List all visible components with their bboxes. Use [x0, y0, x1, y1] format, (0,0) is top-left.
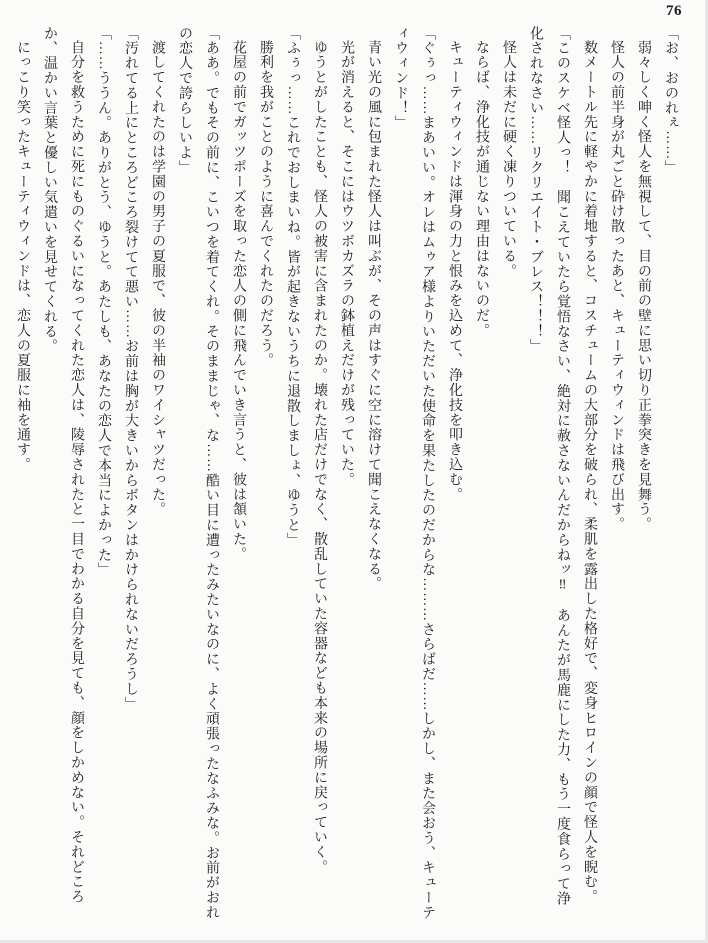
- novel-paragraph: 花屋の前でガッツポーズを取った恋人の側に飛んでいき言うと、彼は頷いた。: [231, 40, 246, 562]
- novel-paragraph: にっこり笑ったキューティウィンドは、恋人の夏服に袖を通す。: [15, 40, 30, 473]
- novel-paragraph: キューティウィンドは渾身の力と恨みを込めて、浄化技を叩き込む。: [447, 40, 462, 502]
- novel-paragraph: 「お、おのれぇ……」: [663, 26, 678, 175]
- novel-paragraph: 勝利を我がことのように喜んでくれたのだろう。: [258, 40, 273, 368]
- novel-paragraph: 怪人は未だに硬く凍りついている。: [501, 40, 516, 279]
- novel-paragraph: 「汚れてる上にところどころ裂けてて悪い……お前は胸が大きいからボタンはかけられないだろうし」: [123, 26, 138, 712]
- novel-paragraph: 光が消えると、そこにはウツボカズラの鉢植えだけが残っていた。: [339, 40, 354, 487]
- novel-paragraph: 自分を救うために死にものぐるいになってくれた恋人は、陵辱されたと一目でわかる自分を見ても、顔をしかめない。それどころか、温かい言葉と優しい気遣いを見せてくれる。: [42, 26, 84, 905]
- novel-paragraph: 「ぐぅっ……まあいい。オレはムゥア様よりいただいた使命を果たしたのだからな………さらばだ……しかし、また会おう、キューティウィンド！」: [393, 26, 435, 920]
- novel-paragraph: 渡してくれたのは学園の男子の夏服で、彼の半袖のワイシャツだった。: [150, 40, 165, 517]
- page-number: 76: [666, 3, 682, 19]
- novel-paragraph: 青い光の風に包まれた怪人は叫ぶが、その声はすぐに空に溶けて聞こえなくなる。: [366, 40, 381, 592]
- novel-paragraph: ゆうとがしたことも、怪人の被害に含まれたのか。壊れた店だけでなく、散乱していた容器なども本来の場所に戻っていく。: [312, 40, 327, 875]
- novel-paragraph: 数メートル先に軽やかに着地すると、コスチュームの大部分を破られ、柔肌を露出した格好で、変身ヒロインの顔で怪人を睨む。: [582, 40, 597, 905]
- novel-paragraph: 「ああ。でもその前に、こいつを着てくれ。そのままじゃ、な……酷い目に遭ったみたいなのに、よく頑張ったなふみな。お前がおれの恋人で誇らしいよ」: [177, 26, 219, 920]
- novel-paragraph: 「このスケベ怪人っ！ 聞こえていたら覚悟なさい、絶対に赦さないんだからねッ‼ あんたが馬鹿にした力、もう一度食らって浄化されなさい……リクリエイト・ブレス！！！」: [528, 26, 570, 907]
- novel-paragraph: ならば、浄化技が通じない理由はないのだ。: [474, 40, 489, 338]
- novel-paragraph: 「ふぅっ……これでおしまいね。皆が起きないうちに退散しましょ、ゆうと」: [285, 26, 300, 548]
- novel-paragraph: 「……ううん。ありがとう、ゆうと。あたしも、あなたの恋人で本当によかった」: [96, 26, 111, 578]
- novel-paragraph: 怪人の前半身が丸ごと砕け散ったあと、キューティウィンドは飛び出す。: [609, 40, 624, 532]
- novel-paragraph: 弱々しく呻く怪人を無視して、目の前の壁に思い切り正拳突きを見舞う。: [636, 40, 651, 532]
- novel-text-body: [6, 26, 684, 920]
